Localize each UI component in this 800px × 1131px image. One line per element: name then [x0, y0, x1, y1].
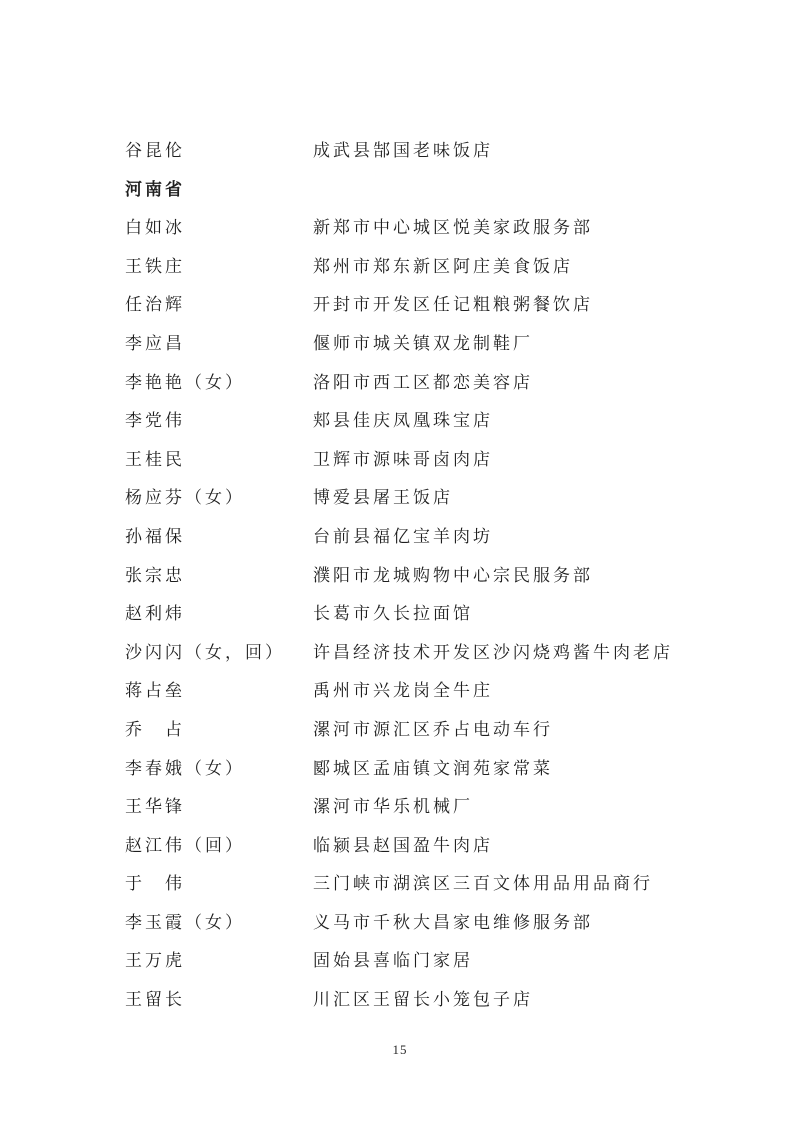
list-item — [125, 796, 745, 835]
person-name: 李党伟 — [125, 411, 185, 431]
province-header-label: 河南省 — [125, 179, 185, 199]
person-name: 杨应芬（女） — [125, 488, 245, 508]
list-item — [125, 758, 745, 797]
business-name: 郑州市郑东新区阿庄美食饭店 — [313, 256, 573, 276]
business-name: 禹州市兴龙岗全牛庄 — [313, 681, 493, 701]
business-name: 川汇区王留长小笼包子店 — [313, 990, 533, 1010]
business-name: 洛阳市西工区都恋美容店 — [313, 372, 533, 392]
person-name: 于 伟 — [125, 874, 185, 894]
list-item — [125, 487, 745, 526]
business-name: 三门峡市湖滨区三百文体用品用品商行 — [313, 874, 653, 894]
person-name: 孙福保 — [125, 526, 185, 546]
list-item — [125, 603, 745, 642]
person-name: 李应昌 — [125, 333, 185, 353]
business-name: 偃师市城关镇双龙制鞋厂 — [313, 333, 533, 353]
list-item — [125, 680, 745, 719]
business-name: 郏县佳庆凤凰珠宝店 — [313, 411, 493, 431]
business-name: 台前县福亿宝羊肉坊 — [313, 526, 493, 546]
list-item — [125, 989, 745, 1028]
business-name: 固始县喜临门家居 — [313, 951, 473, 971]
list-item — [125, 565, 745, 604]
person-name: 谷昆伦 — [125, 141, 185, 160]
business-name: 临颍县赵国盈牛肉店 — [313, 835, 493, 855]
person-name: 王留长 — [125, 990, 185, 1010]
business-name: 义马市千秋大昌家电维修服务部 — [313, 912, 593, 932]
business-name: 卫辉市源味哥卤肉店 — [313, 449, 493, 469]
list-item — [125, 294, 745, 333]
business-name: 博爱县屠王饭店 — [313, 488, 453, 508]
business-name: 新郑市中心城区悦美家政服务部 — [313, 218, 593, 238]
person-name: 张宗忠 — [125, 565, 185, 585]
list-item — [125, 140, 745, 179]
list-item — [125, 256, 745, 295]
person-name: 乔 占 — [125, 719, 185, 739]
person-name: 沙闪闪（女，回） — [125, 642, 285, 662]
list-item — [125, 719, 745, 758]
list-item — [125, 526, 745, 565]
page-number: 15 — [392, 1042, 408, 1057]
person-name: 赵江伟（回） — [125, 835, 245, 855]
business-name: 成武县郜国老味饭店 — [313, 141, 493, 160]
name-org-list — [125, 140, 745, 1028]
list-item — [125, 372, 745, 411]
list-item — [125, 449, 745, 488]
person-name: 李艳艳（女） — [125, 372, 245, 392]
person-name: 王华锋 — [125, 797, 185, 817]
business-name: 漯河市华乐机械厂 — [313, 797, 473, 817]
person-name: 赵利炜 — [125, 604, 185, 624]
list-item — [125, 217, 745, 256]
list-item — [125, 950, 745, 989]
list-item — [125, 835, 745, 874]
business-name: 许昌经济技术开发区沙闪烧鸡酱牛肉老店 — [313, 642, 673, 662]
business-name: 郾城区孟庙镇文润苑家常菜 — [313, 758, 553, 778]
list-item — [125, 333, 745, 372]
person-name: 白如冰 — [125, 218, 185, 238]
person-name: 王桂民 — [125, 449, 185, 469]
list-item — [125, 642, 745, 681]
person-name: 李玉霞（女） — [125, 912, 245, 932]
list-item — [125, 873, 745, 912]
business-name: 漯河市源汇区乔占电动车行 — [313, 719, 553, 739]
business-name: 濮阳市龙城购物中心宗民服务部 — [313, 565, 593, 585]
business-name: 长葛市久长拉面馆 — [313, 604, 473, 624]
list-item — [125, 410, 745, 449]
person-name: 任治辉 — [125, 295, 185, 315]
list-item — [125, 912, 745, 951]
province-section-header — [125, 179, 745, 218]
person-name: 蒋占垒 — [125, 681, 185, 701]
business-name: 开封市开发区任记粗粮粥餐饮店 — [313, 295, 593, 315]
person-name: 李春娥（女） — [125, 758, 245, 778]
person-name: 王万虎 — [125, 951, 185, 971]
person-name: 王铁庄 — [125, 256, 185, 276]
